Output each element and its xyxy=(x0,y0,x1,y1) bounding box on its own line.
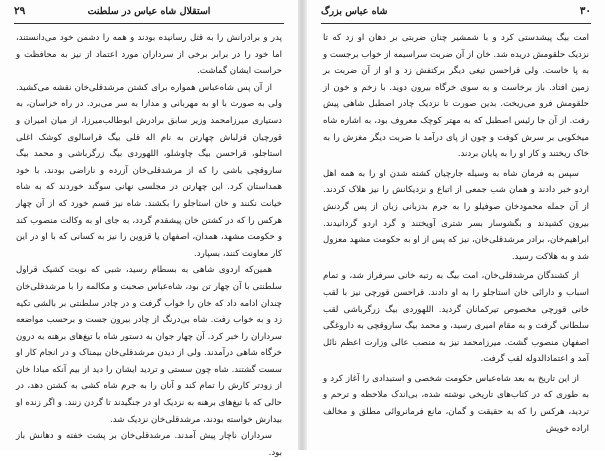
right-paragraph-1: امت بیگ پیشدستی کرد و با شمشیر چنان ضربتی بر دهان او زد که تا نزدیک حلقومش دریده شد. خان از آن ضربت سراسیمه از خواب برجست و به پا خاست. ولی قراحسن تیغی دیگر برکتفش زد و او از آن ضربت بر زمین افتاد. باز برخاست و به سوی خرگاه بیرون دوید. با زخم و خون از حلقومش فرو می‌ریخت. بدین صورت تا نزدیک چادر اصطبل شاهی پیش رفت. از آن جا رئیس اصطبل که به مهتر کوچک معروف بود، به اشاره شاه میخکوبی بر سرش کوفت و چون از پای درآمد با ضربت دیگر مغزش را به خاک ریختند و کار او را به پایان بردند. xyxy=(323,33,589,160)
right-paragraph-2: سپس به فرمان شاه به وسیله جارچیان کشته شدن او را به همه اهل اردو خبر دادند و همان شب جمعی از اتباع و نزدیکانش را نیز هلاک کردند. از آن جمله محمودخان صوفیلو را به جرم بدزبانی زبان از پس گردنش بیرون کشیدند و بگشوسار بسر شتری آویختند و گرد اردو گردانیدند. ابراهیم‌خان، برادر مرشدقلی‌خان، نیز که پس از او به حکومت مشهد معزول شد و به هلاکت رسید. xyxy=(323,168,589,262)
right-page-number: ۳۰ xyxy=(579,5,591,17)
right-paragraph-3: از کشندگان مرشدقلی‌خان، امت بیگ به رتبه خانی سرفراز شد، و تمام اسباب و دارائی خان استاجلو را به او دادند. قراحسن قورچی نیز با لقب خانی قورچی مخصوص تیرکمانان گردید. اللهوردی بیگ زرگرباشی لقب سلطانی گرفت و به مقام امیری رسید، و محمد بیگ ساروقچی به داروغگی اصفهان منصوب گشت. میرزامحمد نیز به منصب عالی وزارت اعظم نائل آمد و اعتمادالدوله لقب گرفت. xyxy=(323,271,589,365)
right-header-rule xyxy=(321,23,591,24)
book-gutter xyxy=(298,0,307,450)
left-paragraph-4: سرداران ناچار پیش آمدند. مرشدقلی‌خان بر پشت خفته و دهانش باز بود. xyxy=(16,431,282,458)
left-paragraph-1: پدر و برادرانش را به قتل رسانیده بودند و همه را دشمن خود می‌دانستند، اما خود را در برابر برخی از سرداران مورد اعتماد از نیز به محافظت و حراست ایشان گماشت. xyxy=(16,33,282,77)
left-paragraph-3: همین‌که اردوی شاهی به بسطام رسید، شبی که نوبت کشیک قراول سلطنتی با آن چهار تن بود، شاه‌عباس صحبت و مکالمه را با مرشدقلی‌خان چندان ادامه داد که خان را خواب گرفت و در چادر سلطنتی بر بالشی تکیه زد و به خواب رفت. شاه بی‌درنگ از چادر بیرون جست و برحسب مواضعه سرداران را خبر کرد. آن چهار جوان به دستور شاه با تیغ‌های برهنه به درون خرگاه شاهی درآمدند. ولی از دیدن مرشدقلی‌خان بیمناک و در انجام کار او سست گشتند. شاه چون سستی و تردید ایشان را دید از بیم آنکه مبادا خان از زودتر کارش را تمام کند و آنان را به جرم شاه کشی به کشتن دهد، در حالی که با تیغ‌های برهنه به نزدیک او در جنگیدند تا گردن زنند. و اگر زنده او بیدارش خواسته بودند، مرشدقلی‌خان نزدیک شد. xyxy=(16,265,282,425)
left-header-rule xyxy=(14,23,284,24)
left-page-body xyxy=(16,30,282,458)
right-page-header xyxy=(321,6,591,22)
left-page-number: ۲۹ xyxy=(14,5,26,17)
right-page-body xyxy=(323,30,589,450)
left-page-header xyxy=(14,6,284,22)
right-page xyxy=(307,0,605,450)
left-page xyxy=(0,0,298,458)
right-paragraph-4: از این تاریخ به بعد شاه‌عباس حکومت شخصی و استبدادی را آغاز کرد و به طوری که در کتاب‌های تاریخی نوشته شده، بی‌اندک ملاحظه و ترحم و تردید، هرکس را که به حقیقت و گمان، مانع فرمانروائی مطلق و مخالف اراده خویش xyxy=(323,373,589,434)
right-page-running-title: شاه عباس بزرگ xyxy=(321,6,388,17)
left-page-running-title: استقلال شاه عباس در سلطنت xyxy=(87,6,211,17)
left-paragraph-2: از آن پس شاه‌عباس همواره برای کشتن مرشدقلی‌خان نقشه می‌کشید. ولی به صورت با او به مهربانی و مدارا به سر می‌برد. در راه خراسان، به دستیاری میرزامحمد وزیر سابق برادرش ابوطالب‌میرزا، از میان امیران و قورچیان قزلباش چهارتن به نام اله قلی بیگ قراسالوی کوشک اغلی استاجلو، قراحسن بیگ چاوشلو، اللهوردی بیگ زرگرباشی و محمد بیگ ساروقچی باشی را که از مرشدقلی‌خان آزرده و ناراضی بودند، با خود همداستان کرد. این چهارتن در مجلسی نهانی سوگند خوردند که به شاه خیانت نکنند و خان استاجلو را بکشند. شاه نیز قسم خورد که از آن چهار هرکس را که در کشتن خان پیشقدم گردد، به جای او به وکالت منصوب کند و حکومت مشهد، همدان، اصفهان یا قزوین را نیز به کسانی که با او در این کار معاونت کنند، بسپارد. xyxy=(16,82,282,259)
